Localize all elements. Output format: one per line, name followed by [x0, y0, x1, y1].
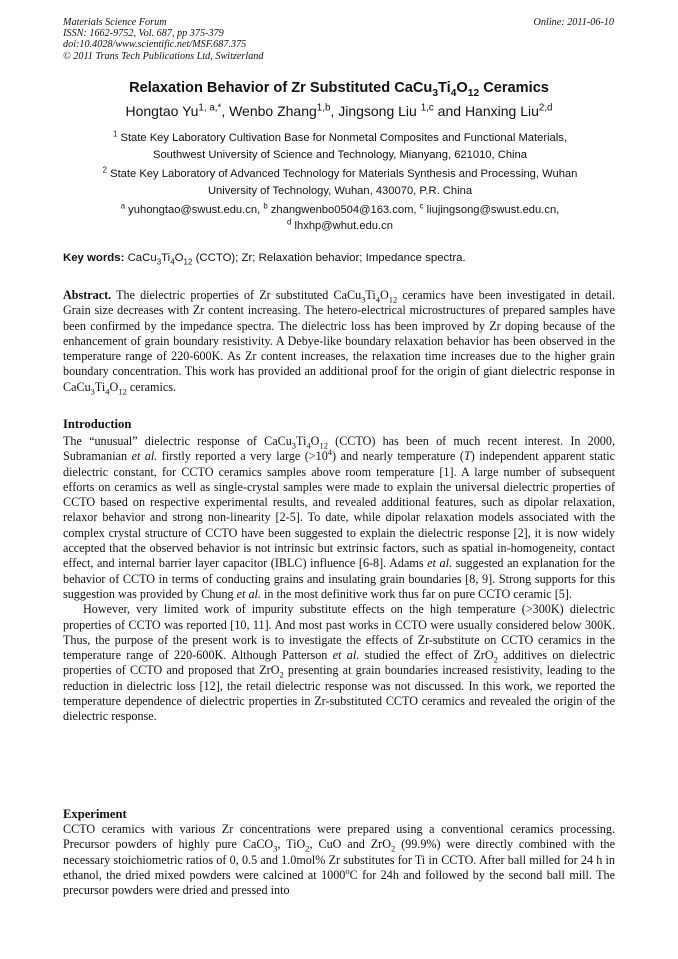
affiliation-1: $^1$ State Key Laboratory Cultivation Base for Nonmetal Composites and Functional Materials, Southwest University of Science and Technology, Mianyang, 621010, China [113, 129, 567, 161]
experiment-body: CCTO ceramics with various Zr concentrations were prepared using a conventional ceramics processing. Precursor powders of highly pure CaCO$_3$, TiO$_2$, CuO and ZrO$_2$ (99.9%) were directly combined with the necessary stoichiometric ratios of 0, 0.5 and 1.0mol% Zr substitutes for Ti in CCTO. After ball milled for 24 h in ethanol, the dried mixed powders were calcined at 1000$^o$C for 24h and followed by the second ball mill. The precursor powders were dried and pressed into [63, 822, 615, 898]
author-name: Hongtao Yu [125, 103, 199, 119]
online-date: Online: 2011-06-10 [533, 17, 614, 28]
keywords: Key words: $CaCu_3Ti_4O_{12}$ (CCTO); Zr; Relaxation behavior; Impedance spectra. [63, 252, 466, 267]
paragraph: However, very limited work of impurity substitute effects on the high temperature (>300K) dielectric properties of CCTO was reported [10, 11]. And most past works in CCTO were usually considered below 300K. Thus, the purpose of the present work is to investigate the effects of Zr-substitute on CCTO ceramics in the temperature range of 220-600K. Although Patterson et al. studied the effect of ZrO$_2$ additives on dielectric properties of CCTO and proposed that ZrO$_2$ presenting at grain boundaries increased resistivity, leading to the reduction in dielectric loss [12], the retail dielectric response was not discussed. In this work, we reported the temperature dependence of dielectric properties in Zr-substituted CCTO ceramics and revealed the origin of the dielectric response. [63, 602, 616, 724]
email-address: liujingsong@swust.edu.cn [426, 204, 557, 216]
paper-title: Relaxation Behavior of Zr Substituted $CaCu_3Ti_4O_{12}$ Ceramics [129, 80, 549, 99]
author-list: Hongtao $Yu^{1, a,*}$, Wenbo Zhang$^{1,b}$, Jingsong Liu $^{1,c}$ and Hanxing Liu$^{2,d}$ [125, 102, 553, 119]
email-list: $^a$ yuhongtao@swust.edu.cn, $^b$ zhangwenbo0504@163.com, $^c$ liujingsong@swust.edu.cn, $^d$ lhxhp@whut.edu.cn [120, 201, 560, 232]
email-address: lhxhp@whut.edu.cn [294, 219, 393, 232]
author-name: Hanxing Liu [464, 103, 539, 119]
doi-line: doi:10.4028/www.scientific.net/MSF.687.375 [63, 39, 247, 51]
journal-name: Materials Science Forum [63, 17, 167, 28]
introduction-body [63, 434, 615, 725]
journal-header [63, 17, 263, 62]
copyright-line: © 2011 Trans Tech Publications Ltd, Switzerland [63, 50, 264, 62]
author-name: Wenbo Zhang [229, 103, 317, 119]
abstract-label: Abstract. [63, 288, 112, 302]
affiliation-2: $^2$ State Key Laboratory of Advanced Technology for Materials Synthesis and Processing, Wuhan University of Technology, Wuhan, 430070, P.R. China [102, 165, 578, 197]
email-address: zhangwenbo0504@163.com [270, 204, 414, 216]
section-heading-introduction: Introduction [63, 417, 132, 431]
keywords-label: Key words: [63, 252, 125, 264]
issn-line: ISSN: 1662-9752, Vol. 687, pp 375-379 [63, 28, 224, 40]
abstract: Abstract. The dielectric properties of Zr substituted $CaCu_3Ti_4O_{12}$ ceramics have been investigated in detail. Grain size decreases with Zr content increasing. The hetero-electrical microstructures of prepared samples have been confirmed by the impedance spectra. The dielectric loss has been improved by Zr doping because of the enhancement of grain boundary resistivity. A Debye-like boundary relaxation behavior has been observed in the temperature range of 220-600K. As Zr content increases, the relaxation time increases due to the higher grain boundary concentration. This work has provided an additional proof for the origin of giant dielectric response in $CaCu_3Ti_4O_{12}$ ceramics. [63, 288, 615, 397]
email-address: yuhongtao@swust.edu.cn [128, 204, 258, 216]
author-name: Jingsong Liu [338, 103, 417, 119]
section-heading-experiment: Experiment [63, 807, 127, 821]
paragraph: The “unusual” dielectric response of $CaCu_3Ti_4O_{12}$ (CCTO) has been of much recent interest. In 2000, Subramanian et al. firstly reported a very large $(>10^4)$ and nearly temperature (T) independent apparent static dielectric constant, for CCTO ceramics samples above room temperature [1]. A large number of subsequent efforts on ceramics as well as single-crystal samples were made to explain the universal dielectric properties of CCTO based on respective experimental results, and revealed additional features, such as dipolar relaxation, relaxor behavior and strong non-linearity [2-5]. To date, while dipolar relaxation models associated with the complex crystal structure of CCTO have been suggested to explain the dielectric response [2], it is now widely accepted that the observed behavior is not intrinsic but extrinsic factors, such as spatial in-homogeneity, contact effect, and internal barrier layer capacitor (IBLC) influence [6-8]. Adams et al. suggested an explanation for the behavior of CCTO in terms of conducting grains and insulating grain boundaries [8, 9]. Strong supports for this suggestion was provided by Chung et al. in the most definitive work thus far on pure CCTO ceramic [5]. [63, 434, 616, 601]
